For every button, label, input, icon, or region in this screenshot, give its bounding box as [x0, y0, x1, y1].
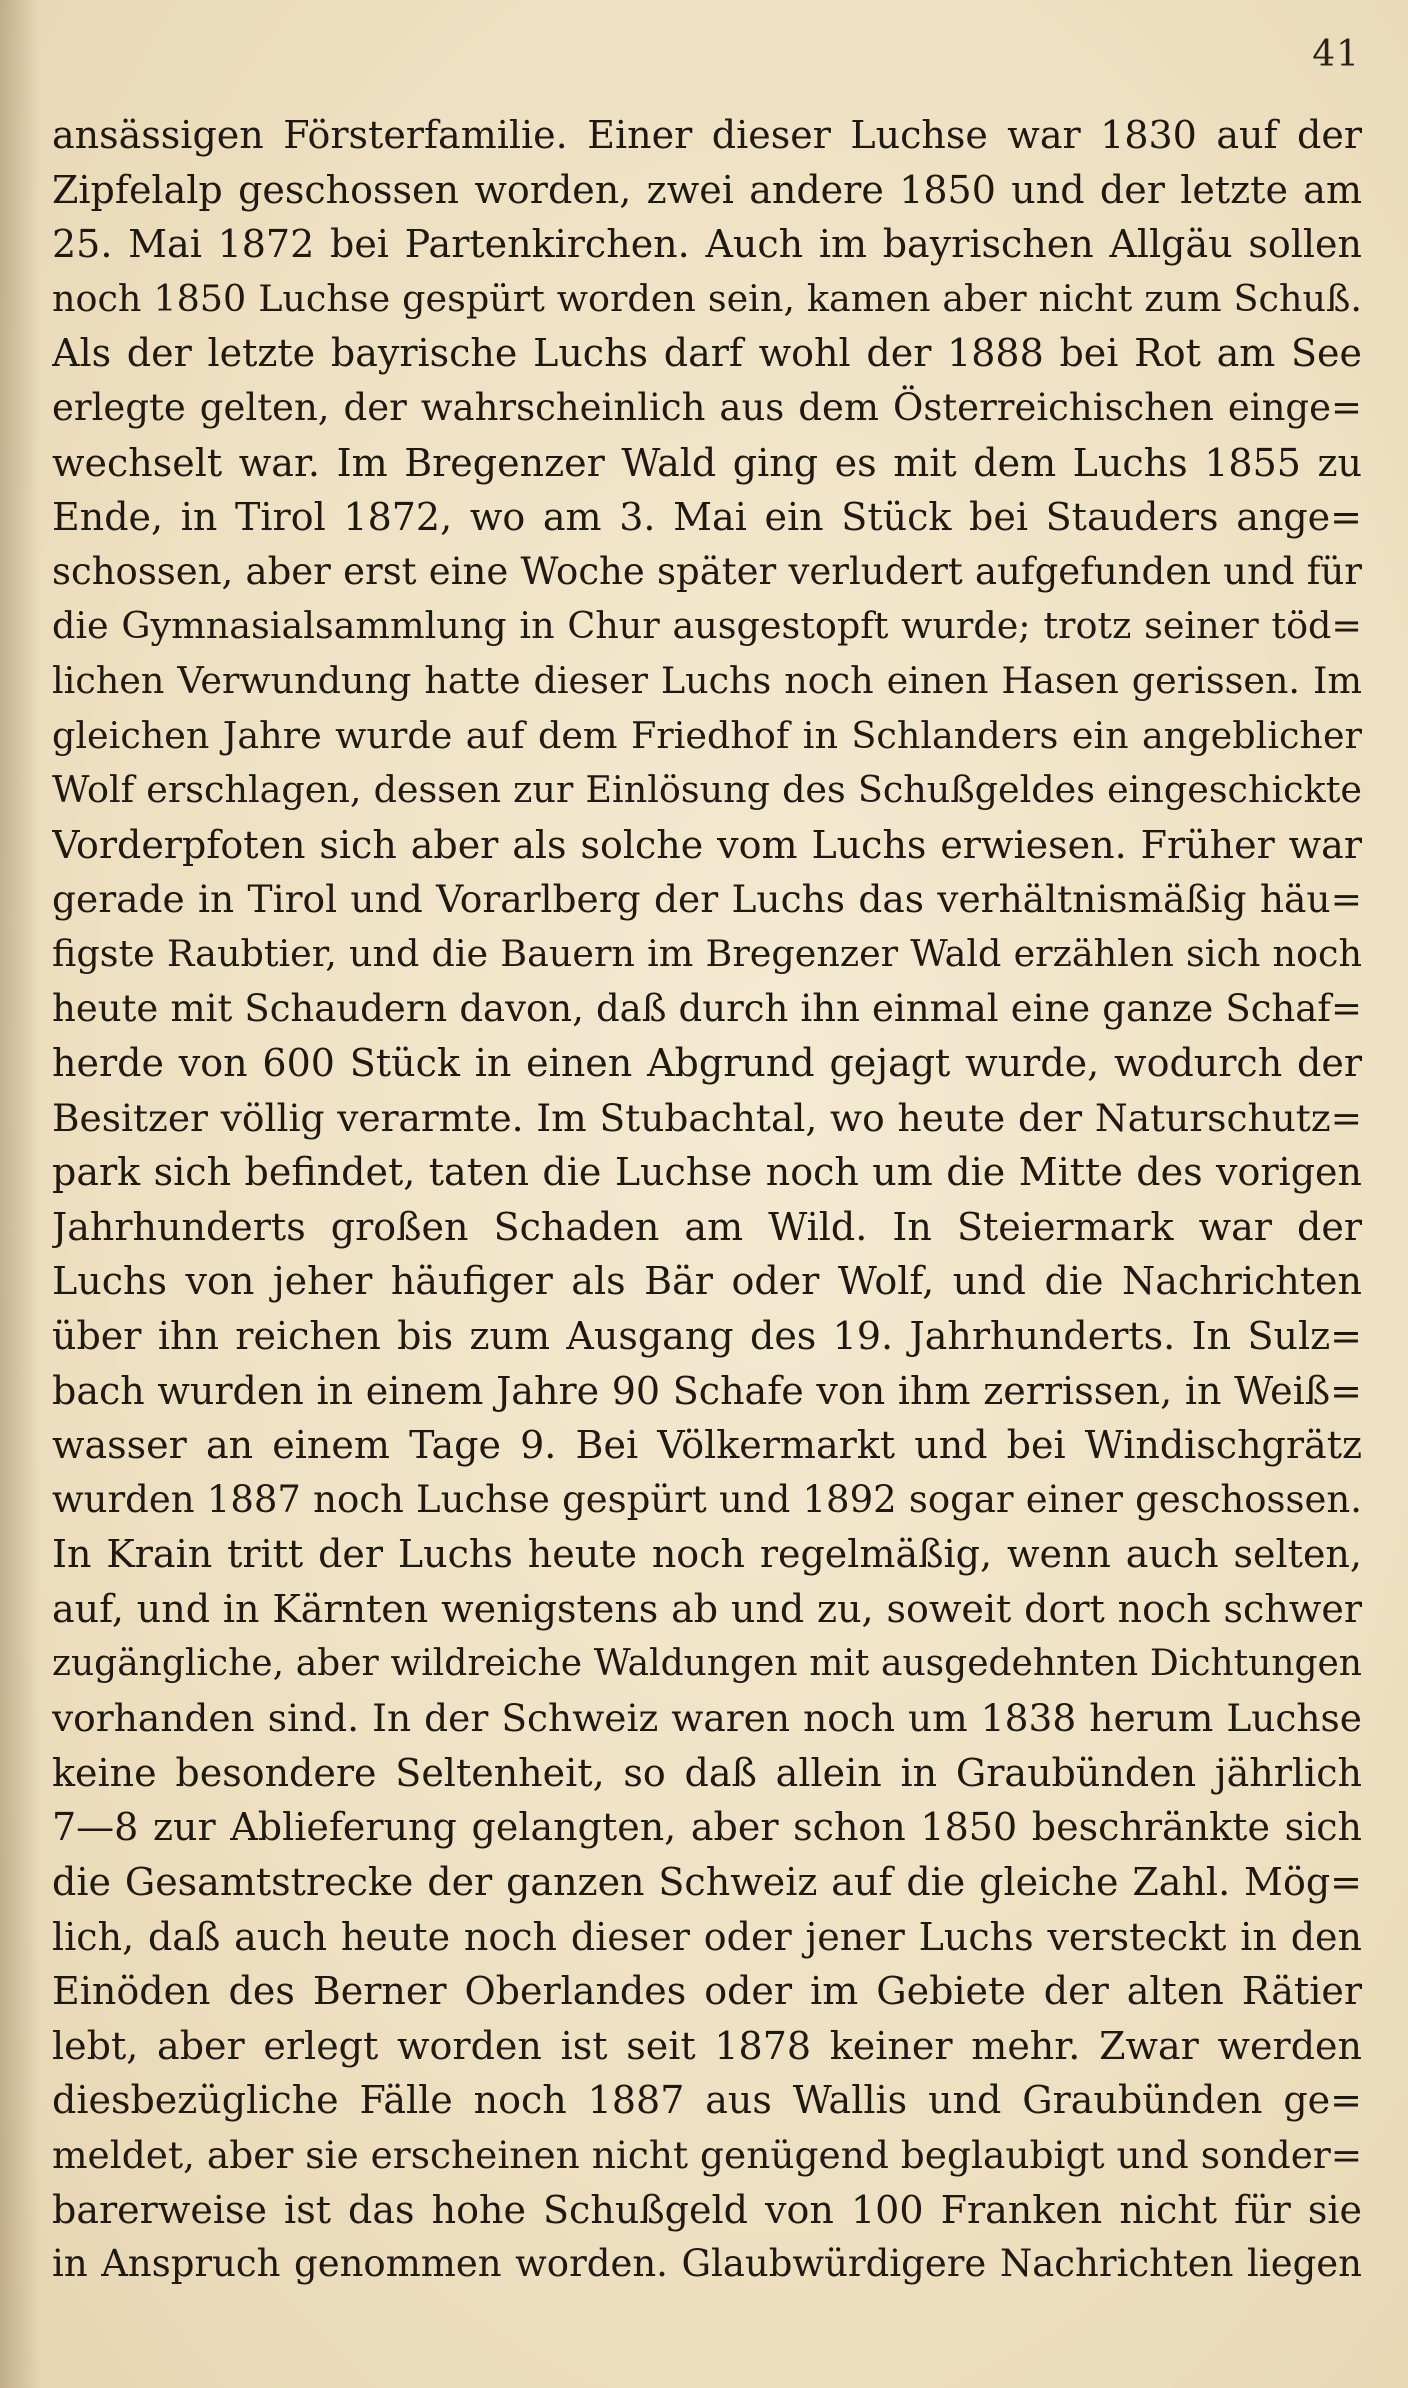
text-line: ansässigen Försterfamilie. Einer dieser Luchse war 1830 auf der: [52, 113, 1362, 157]
text-line: Einöden des Berner Oberlandes oder im Gebiete der alten Rätier: [52, 1969, 1362, 2014]
text-line: wasser an einem Tage 9. Bei Völkermarkt und bei Windischgrätz: [52, 1423, 1362, 1468]
body-text: [52, 108, 1362, 2292]
text-line: über ihn reichen bis zum Ausgang des 19. Jahrhunderts. In Sulz=: [52, 1314, 1362, 1359]
text-line: wurden 1887 noch Luchse gespürt und 1892 sogar einer geschossen.: [52, 1477, 1362, 1521]
page-number: 41: [1312, 34, 1360, 75]
text-line: die Gesamtstrecke der ganzen Schweiz auf die gleiche Zahl. Mög=: [52, 1860, 1362, 1904]
binding-shadow: [0, 0, 40, 2388]
text-line: Besitzer völlig verarmte. Im Stubachtal, wo heute der Naturschutz=: [52, 1095, 1362, 1140]
text-line: keine besondere Seltenheit, so daß allein in Graubünden jährlich: [52, 1750, 1362, 1795]
text-line: Wolf erschlagen, dessen zur Einlösung des Schußgeldes eingeschickte: [52, 768, 1362, 812]
text-line: figste Raubtier, und die Bauern im Bregenzer Wald erzählen sich noch: [52, 931, 1362, 975]
text-line: lichen Verwundung hatte dieser Luchs noch einen Hasen gerissen. Im: [52, 658, 1362, 702]
text-line: Jahrhunderts großen Schaden am Wild. In Steiermark war der: [52, 1204, 1362, 1249]
text-line: Zipfelalp geschossen worden, zwei andere 1850 und der letzte am: [52, 167, 1362, 212]
text-line: Luchs von jeher häufiger als Bär oder Wolf, und die Nachrichten: [52, 1259, 1362, 1304]
text-line: meldet, aber sie erscheinen nicht genügend beglaubigt und sonder=: [52, 2132, 1362, 2177]
text-line: Als der letzte bayrische Luchs darf wohl der 1888 bei Rot am See: [52, 331, 1362, 376]
text-line: vorhanden sind. In der Schweiz waren noch um 1838 herum Luchse: [52, 1696, 1362, 1741]
text-line: bach wurden in einem Jahre 90 Schafe von ihm zerrissen, in Weiß=: [52, 1368, 1362, 1413]
text-line: park sich befindet, taten die Luchse noch um die Mitte des vorigen: [52, 1150, 1362, 1195]
text-line: 25. Mai 1872 bei Partenkirchen. Auch im bayrischen Allgäu sollen: [52, 222, 1362, 267]
text-line: Ende, in Tirol 1872, wo am 3. Mai ein Stück bei Stauders ange=: [52, 495, 1362, 540]
text-line: die Gymnasialsammlung in Chur ausgestopft wurde; trotz seiner töd=: [52, 604, 1362, 648]
text-line: gerade in Tirol und Vorarlberg der Luchs das verhältnismäßig häu=: [52, 877, 1362, 922]
text-line: zugängliche, aber wildreiche Waldungen mit ausgedehnten Dichtungen: [52, 1642, 1362, 1684]
text-line: erlegte gelten, der wahrscheinlich aus dem Österreichischen einge=: [52, 385, 1362, 429]
text-line: gleichen Jahre wurde auf dem Friedhof in Schlanders ein angeblicher: [52, 713, 1362, 757]
text-line: Vorderpfoten sich aber als solche vom Luchs erwiesen. Früher war: [52, 822, 1362, 867]
text-line: lich, daß auch heute noch dieser oder jener Luchs versteckt in den: [52, 1914, 1362, 1959]
text-line: In Krain tritt der Luchs heute noch regelmäßig, wenn auch selten,: [52, 1532, 1362, 1577]
text-line: herde von 600 Stück in einen Abgrund gejagt wurde, wodurch der: [52, 1041, 1362, 1086]
text-line: heute mit Schaudern davon, daß durch ihn einmal eine ganze Schaf=: [52, 986, 1362, 1030]
text-line: schossen, aber erst eine Woche später verludert aufgefunden und für: [52, 549, 1362, 593]
text-line: wechselt war. Im Bregenzer Wald ging es mit dem Luchs 1855 zu: [52, 440, 1362, 485]
text-line: auf, und in Kärnten wenigstens ab und zu, soweit dort noch schwer: [52, 1587, 1362, 1632]
text-line: 7—8 zur Ablieferung gelangten, aber schon 1850 beschränkte sich: [52, 1805, 1362, 1850]
text-line: barerweise ist das hohe Schußgeld von 100 Franken nicht für sie: [52, 2187, 1362, 2232]
text-line: in Anspruch genommen worden. Glaubwürdigere Nachrichten liegen: [52, 2242, 1362, 2286]
text-line: lebt, aber erlegt worden ist seit 1878 keiner mehr. Zwar werden: [52, 2023, 1362, 2068]
text-line: diesbezügliche Fälle noch 1887 aus Wallis und Graubünden ge=: [52, 2078, 1362, 2123]
text-line: noch 1850 Luchse gespürt worden sein, kamen aber nicht zum Schuß.: [52, 276, 1362, 320]
